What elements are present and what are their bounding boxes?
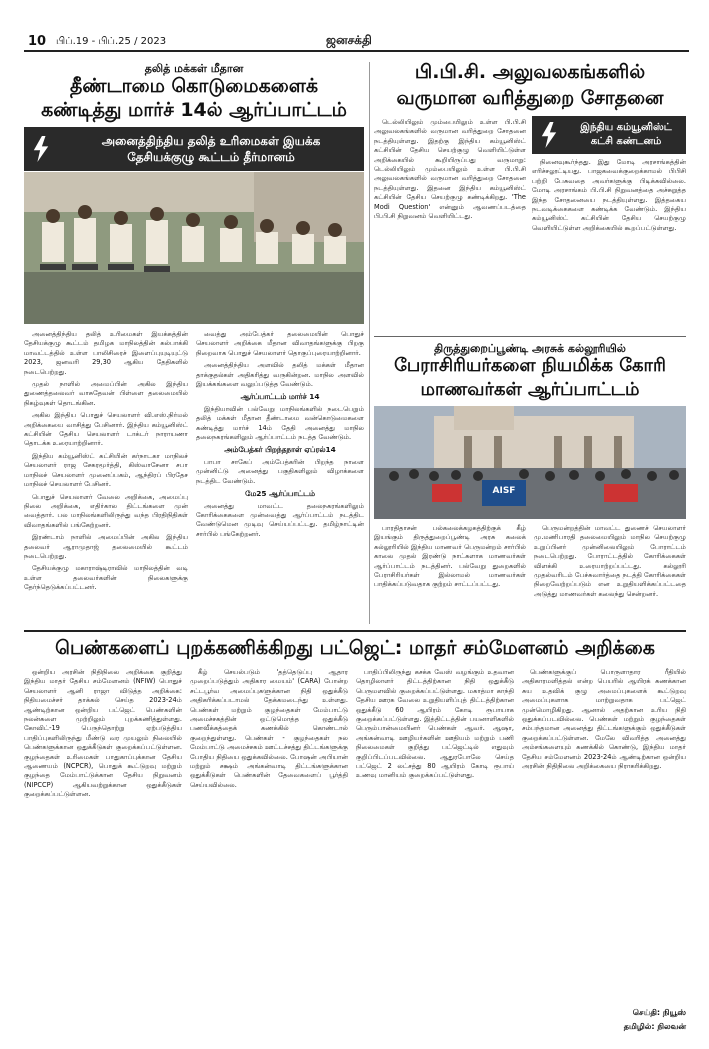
header-rule xyxy=(24,50,689,52)
lightning-icon xyxy=(32,136,50,162)
right-col1-para: டெல்லியிலும் மும்பையிலும் உள்ள பி.பி.சி அலுவலகங்களில் வருமான வரித்துறை சோதனை நடத்தியுள்ளது. இதற்கு இந்திய கம்யூனிஸ்ட் கட்சியின் தேசிய செயற்குழு வெளியிட்டுள்ள அறிக்கையில் கூறியிருப்பது வருமாறு: டெல்லியிலும் மும்பையிலும் உள்ள பி.பி.சி அலுவலகங்களில் வருமான வரித்துறை சோதனை நடத்தியுள்ளது. இதனை இந்திய கம்யூனிஸ்ட் கட்சியின் தேசிய செயற்குழு கண்டிக்கிறது. 'The Modi Question' என்னும் ஆவணப்படத்தை பி.பி.சி நிறுவனம் வெளியிட்டது. xyxy=(374,118,526,221)
left-col2-para: இந்தியாவின் பல்வேறு மாநிலங்களில் நடைபெறும் தலித் மக்கள் மீதான தீண்டாமை வன்கொடுமைகளை கண்டித்து மார்ச் 14ம் தேதி அனைத்து மாநில தலைநகரங்களிலும் ஆர்ப்பாட்டம் நடத்த வேண்டும். xyxy=(196,404,364,442)
left-col1-para: பொதுச் செயலாளர் வேலை அறிக்கை, அமைப்பு நிலை அறிக்கை, எதிர்கால திட்டங்களை முன் வைத்தார். பல மாநிலங்களிலிருந்து வந்த பிரதிநிதிகள் விவாதங்களில் பங்கேற்றனர். xyxy=(24,492,188,529)
subhead-may25: மே25 ஆர்ப்பாட்டம் xyxy=(245,489,315,499)
college-story-headline-1: பேராசிரியர்களை நியமிக்க கோரி xyxy=(394,355,666,376)
left-col1-para: இரண்டாம் நாளில் அமைப்பின் அகில இந்திய தலைவர் ஆராமுதாஜ் தலைமையில் கூட்டம் நடைபெற்றது. xyxy=(24,533,188,560)
left-banner-line-2: தேசியக்குழு கூட்டம் தீர்மானம் xyxy=(127,150,295,164)
issue-date: பிப்.19 - பிப்.25 / 2023 xyxy=(56,36,167,47)
left-story-kicker: தலித் மக்கள் மீதான xyxy=(144,62,244,75)
bottom-col4-para: பெண்களுக்குப் பொருளாதார ரீதியில் அதிகாரமளித்தல் என்ற பெயரில் ஆயிரக் கணக்கான சுய உதவிக் குழு அமைப்புகளைக் கூட்டுறவு அமைப்புகளாக மாற்றுவதாக பட்ஜெட் முன்மொழிகிறது. ஆனால் அதற்கான உரிய நிதி ஒதுக்கப்படவில்லை. பெண்கள் மற்றும் குழந்தைகள் சம்பந்தமான அனைத்து திட்டங்களுக்கும் ஒதுக்கீடுகள் குறைக்கப்பட்டுள்ளன. மேலே விவரித்த அனைத்து அம்சங்களையும் கணக்கில் கொண்டு, இந்திய மாதர் தேசிய சம்மேளனம் 2023-24ம் ஆண்டிற்கான ஒன்றிய அரசின் நிதிநிலை அறிக்கையை நிராகரிக்கிறது. xyxy=(522,668,686,771)
meeting-photo xyxy=(24,172,364,324)
college-col1-para: பாரதிதாசன் பல்கலைக்கழகத்திற்குக் கீழ் இயங்கும் திருத்துறைப்பூண்டி அரசு கலைக் கல்லூரியில் இந்திய மாணவர் பெருமன்றம் சார்பில் காலை முதல் இரண்டு நாட்களாக மாணவர்கள் ஆர்ப்பாட்டம் நடத்தினர். பல்வேறு துறைகளில் பேராசிரியர்கள் இல்லாமல் மாணவர்கள் பாதிக்கப்படுவதாக குற்றம் சாட்டப்பட்டது. xyxy=(374,524,526,589)
section-divider xyxy=(374,336,686,337)
right-story-headline-1: பி.பி.சி. அலுவலகங்களில் xyxy=(414,61,646,83)
left-col1-para: அகில இந்திய பொதுச் செயலாளர் வி.எஸ்.நிர்மல் அறிக்கையை வாசித்து பேசினார். இந்திய கம்யூனிஸ்ட் கட்சியின் தேசிய செயலாளர் டாக்டர் நாராயணா தொடக்க உரையாற்றினார். xyxy=(24,411,188,448)
bottom-story-column-3 xyxy=(356,668,514,1038)
bottom-story-column-1 xyxy=(24,668,182,1038)
college-col2-para: பெருமன்றத்தின் மாவட்ட துணைச் செயலாளர் மு.மணிபாரதி தலைமையிலும் மாநில செயற்குழு உறுப்பினர் முன்னிலையிலும் போராட்டம் நடைபெற்றது. போராட்டத்தில் கோரிக்கைகள் விளக்கி உரையாற்றப்பட்டது. கல்லூரி முதல்வரிடம் பேச்சுவார்த்தை நடத்தி கோரிக்கைகள் நிறைவேற்றப்படும் என உறுதியளிக்கப்பட்டதை அடுத்து மாணவர்கள் கலைந்து சென்றனர். xyxy=(534,524,686,598)
right-col2-para: நினைவுகூர்ந்தது. இது மோடி அரசாங்கத்தின் எரிச்சலூட்டியது. பாஜகவைக்குறைக்காமல் பிபிசி பற்றி பேசுவதை அவர்களுக்கு பிடிக்கவில்லை. மோடி அரசாங்கம் பி.பி.சி நிறுவனத்தை அச்சுறுத்த இந்த சோதனையை நடத்தியுள்ளது. இத்தகைய நடவடிக்கைகளை கண்டிக்க வேண்டும். இந்திய கம்யூனிஸ்ட் கட்சியின் தேசிய செயற்குழு வெளியிட்டுள்ள அறிக்கையில் கூறப்பட்டுள்ளது. xyxy=(532,158,686,232)
bottom-col2-para: கீழ் செயல்படும் 'தத்தெடுப்பு ஆதார முறைப்படுத்தும் அதிகார மையம்' (CARA) போன்ற சட்டபூர்வ அமைப்புகளுக்கான நிதி ஒதுக்கீடு அதிகரிக்கப்படாமல் தேக்கமடைந்து உள்ளது. பெண்கள் மற்றும் குழந்தைகள் மேம்பாட்டு அமைச்சகத்தின் ஒட்டுமொத்த ஒதுக்கீடு பணவீக்கத்தைக் கணக்கில் கொண்டால் குறைந்துள்ளது. பெண்கள் - குழந்தைகள் நல மேம்பாட்டு அமைச்சகம் ஊட்டச்சத்து திட்டங்களுக்கு போதிய நிதியை ஒதுக்கவில்லை. போஷன் அபியான் மற்றும் சக்ஷம் அங்கன்வாடி திட்டங்களுக்கான ஒதுக்கீடுகள் பெண்களின் தேவைகளைப் பூர்த்தி செய்யவில்லை. xyxy=(190,668,348,789)
left-col2-para: அனைத்திந்திய அளவில் தலித் மக்கள் மீதான தாக்குதல்கள் அதிகரித்து வருகின்றன. மாநில அளவில் இயக்கங்களை வலுப்படுத்த வேண்டும். xyxy=(196,361,364,389)
bottom-col3-para: பாதிப்பிலிருந்து கசக்க வேஸ் வழங்கும் உதவான தொழிலாளர் திட்டத்திற்கான நிதி ஒதுக்கீடு பெருமளவில் குறைக்கப்பட்டுள்ளது. மகாத்மா காந்தி தேசிய ஊரக வேலை உறுதியளிப்புத் திட்டத்திற்கான ஒதுக்கீடு 60 ஆயிரம் கோடி ரூபாயாக குறைக்கப்பட்டுள்ளது. இத்திட்டத்தின் பயனாளிகளில் பெரும்பான்மையினர் பெண்கள் ஆவர். ஆஷா, அங்கன்வாடி ஊழியர்களின் ஊதியம் மற்றும் பணி நிலைமைகள் குறித்து பட்ஜெட்டில் எதுவும் குறிப்பிடப்படவில்லை. ஆதுரபோலே செய்த பட்ஜெட் 2 லட்சத்து 80 ஆயிரம் கோடி ரூபாய் உணவு மானியம் குறைக்கப்பட்டுள்ளது. xyxy=(356,668,514,780)
column-divider xyxy=(369,62,370,624)
protest-photo xyxy=(374,406,686,519)
college-story-kicker: திருத்துறைப்பூண்டி அரசுக் கல்லூரியில் xyxy=(434,342,626,355)
left-story-column-2 xyxy=(196,330,364,625)
bottom-story-column-2 xyxy=(190,668,348,1038)
right-banner-line-2: கட்சி கண்டனம் xyxy=(590,136,662,147)
college-story-column-1 xyxy=(374,524,526,624)
left-col2-para: பாபா சாகேப் அம்பேத்கரின் பிறந்த நாளை முன்னிட்டு அனைத்து பகுதிகளிலும் விழாக்களை நடத்திட வேண்டும். xyxy=(196,457,364,485)
credit-source: செய்தி: நியூஸ் xyxy=(632,1008,686,1017)
bottom-col1-para: ஒன்றிய அரசின் நிதிநிலை அறிக்கை குறித்து இந்திய மாதர் தேசிய சம்மேளனம் (NFIW) பொதுச் செயலாளர் ஆனி ராஜா விடுத்த அறிக்கை: நிதியமைச்சர் தாக்கல் செய்த 2023-24ம் ஆண்டிற்கான ஒன்றிய பட்ஜெட் பெண்களின் நலன்களை முற்றிலும் புறக்கணித்துள்ளது. கோவிட்-19 பெருந்தொற்று ஏற்படுத்திய பாதிப்புகளிலிருந்து மீண்டு வர முயலும் நிலையில் பெண்களுக்கான ஒதுக்கீடுகள் குறைக்கப்பட்டுள்ளன. குழந்தைகள் உரிமைகள் பாதுகாப்புக்கான தேசிய ஆணையம் (NCPCR), பொதுக் கூட்டுறவு மற்றும் குழந்தை மேம்பாட்டுக்கான தேசிய நிறுவனம் (NIPCCP) ஆகியவற்றுக்கான ஒதுக்கீடுகள் குறைக்கப்பட்டுள்ளன. xyxy=(24,668,182,799)
right-story-column-2 xyxy=(532,158,686,328)
subhead-april14: அம்பேத்கர் பிறந்தநாள் ஏப்ரல்14 xyxy=(224,445,336,455)
left-col1-para: இந்திய கம்யூனிஸ்ட் கட்சியின் கர்நாடகா மாநிலச் செயலாளர் ராஜ சேகரமூர்த்தி, கிஸ்வாசேனா சபா மாநிலச் செயலாளர் முனைப்பகம், ஆந்திரப் பிரதேச மாநிலச் செயலாளர் பேசினர். xyxy=(24,451,188,489)
credit-translator: தமிழில்: நிலவன் xyxy=(623,1022,686,1031)
left-banner-line-1: அனைத்திந்திய தலித் உரிமைகள் இயக்க xyxy=(101,134,321,148)
section-divider xyxy=(24,630,686,632)
bottom-story-headline: பெண்களைப் புறக்கணிக்கிறது பட்ஜெட்: மாதர் சம்மேளனம் அறிக்கை xyxy=(55,637,655,659)
newspaper-name: ஜனசக்தி xyxy=(326,33,372,47)
college-story-headline-2: மாணவர்கள் ஆர்ப்பாட்டம் xyxy=(420,379,640,400)
left-col2-para: அனைத்து மாவட்ட தலைநகரங்களிலும் கோரிக்கைகளை முன்வைத்து ஆர்ப்பாட்டம் நடத்திட வேண்டுமென முடிவு செய்யப்பட்டது. தமிழ்நாட்டின் சார்பில் பங்கேற்றனர். xyxy=(196,501,364,538)
right-story-column-1 xyxy=(374,118,526,328)
subhead-march14: ஆர்ப்பாட்டம் மார்ச் 14 xyxy=(240,392,320,402)
left-col1-para: அனைத்திந்திய தலித் உரிமைகள் இயக்கத்தின் தேசியக்குழு கூட்டம் தமிழக மாநிலத்தின் கல்பாக்கி மாவட்டத்தில் உள்ள பாலிசிரைச் இளைப்புயுடியுட்டு 2023, ஜனவரி 29,30 ஆகிய தேதிகளில் நடைபெற்றது. xyxy=(24,330,188,376)
bottom-story-column-4 xyxy=(522,668,686,1003)
left-story-banner xyxy=(24,127,364,171)
lightning-icon xyxy=(540,122,558,148)
left-story-headline-2: கண்டித்து மார்ச் 14ல் ஆர்ப்பாட்டம் xyxy=(41,99,347,121)
left-col1-para: முதல் நாளில் அமைப்பின் அகில இந்திய துணைத்தலைவர் வாசுதேவன் பிள்ளை தலைமையில் நிகழ்வுகள் தொடங்கின. xyxy=(24,380,188,407)
right-story-headline-2: வருமான வரித்துறை சோதனை xyxy=(396,87,664,109)
page-header xyxy=(0,0,709,48)
left-col2-para: வைத்து அம்பேத்கர் தலைமையின் பொதுச் செயலாளர் அறிக்கை மீதான விவாதங்களுக்கு பிறகு நிறைவாக பொதுச் செயலாளர் தொகுப்புரையாற்றினார். xyxy=(196,330,364,357)
college-story-column-2 xyxy=(534,524,686,624)
page-number: 10 xyxy=(28,34,47,49)
aisf-banner-text: AISF xyxy=(492,486,516,496)
right-banner-line-1: இந்திய கம்யூனிஸ்ட் xyxy=(580,122,672,133)
left-story-column-1 xyxy=(24,330,188,625)
right-story-banner xyxy=(532,116,686,154)
left-col1-para: தேசியக்குழு மகாராஷ்டிராவில் மாநிலத்தின் வடி உள்ள தலைவர்களின் நிலைகளுக்கு தேர்ந்தெடுக்கப்பட்டனர். xyxy=(24,564,188,592)
left-story-headline-1: தீண்டாமை கொடுமைகளைக் xyxy=(69,75,318,97)
